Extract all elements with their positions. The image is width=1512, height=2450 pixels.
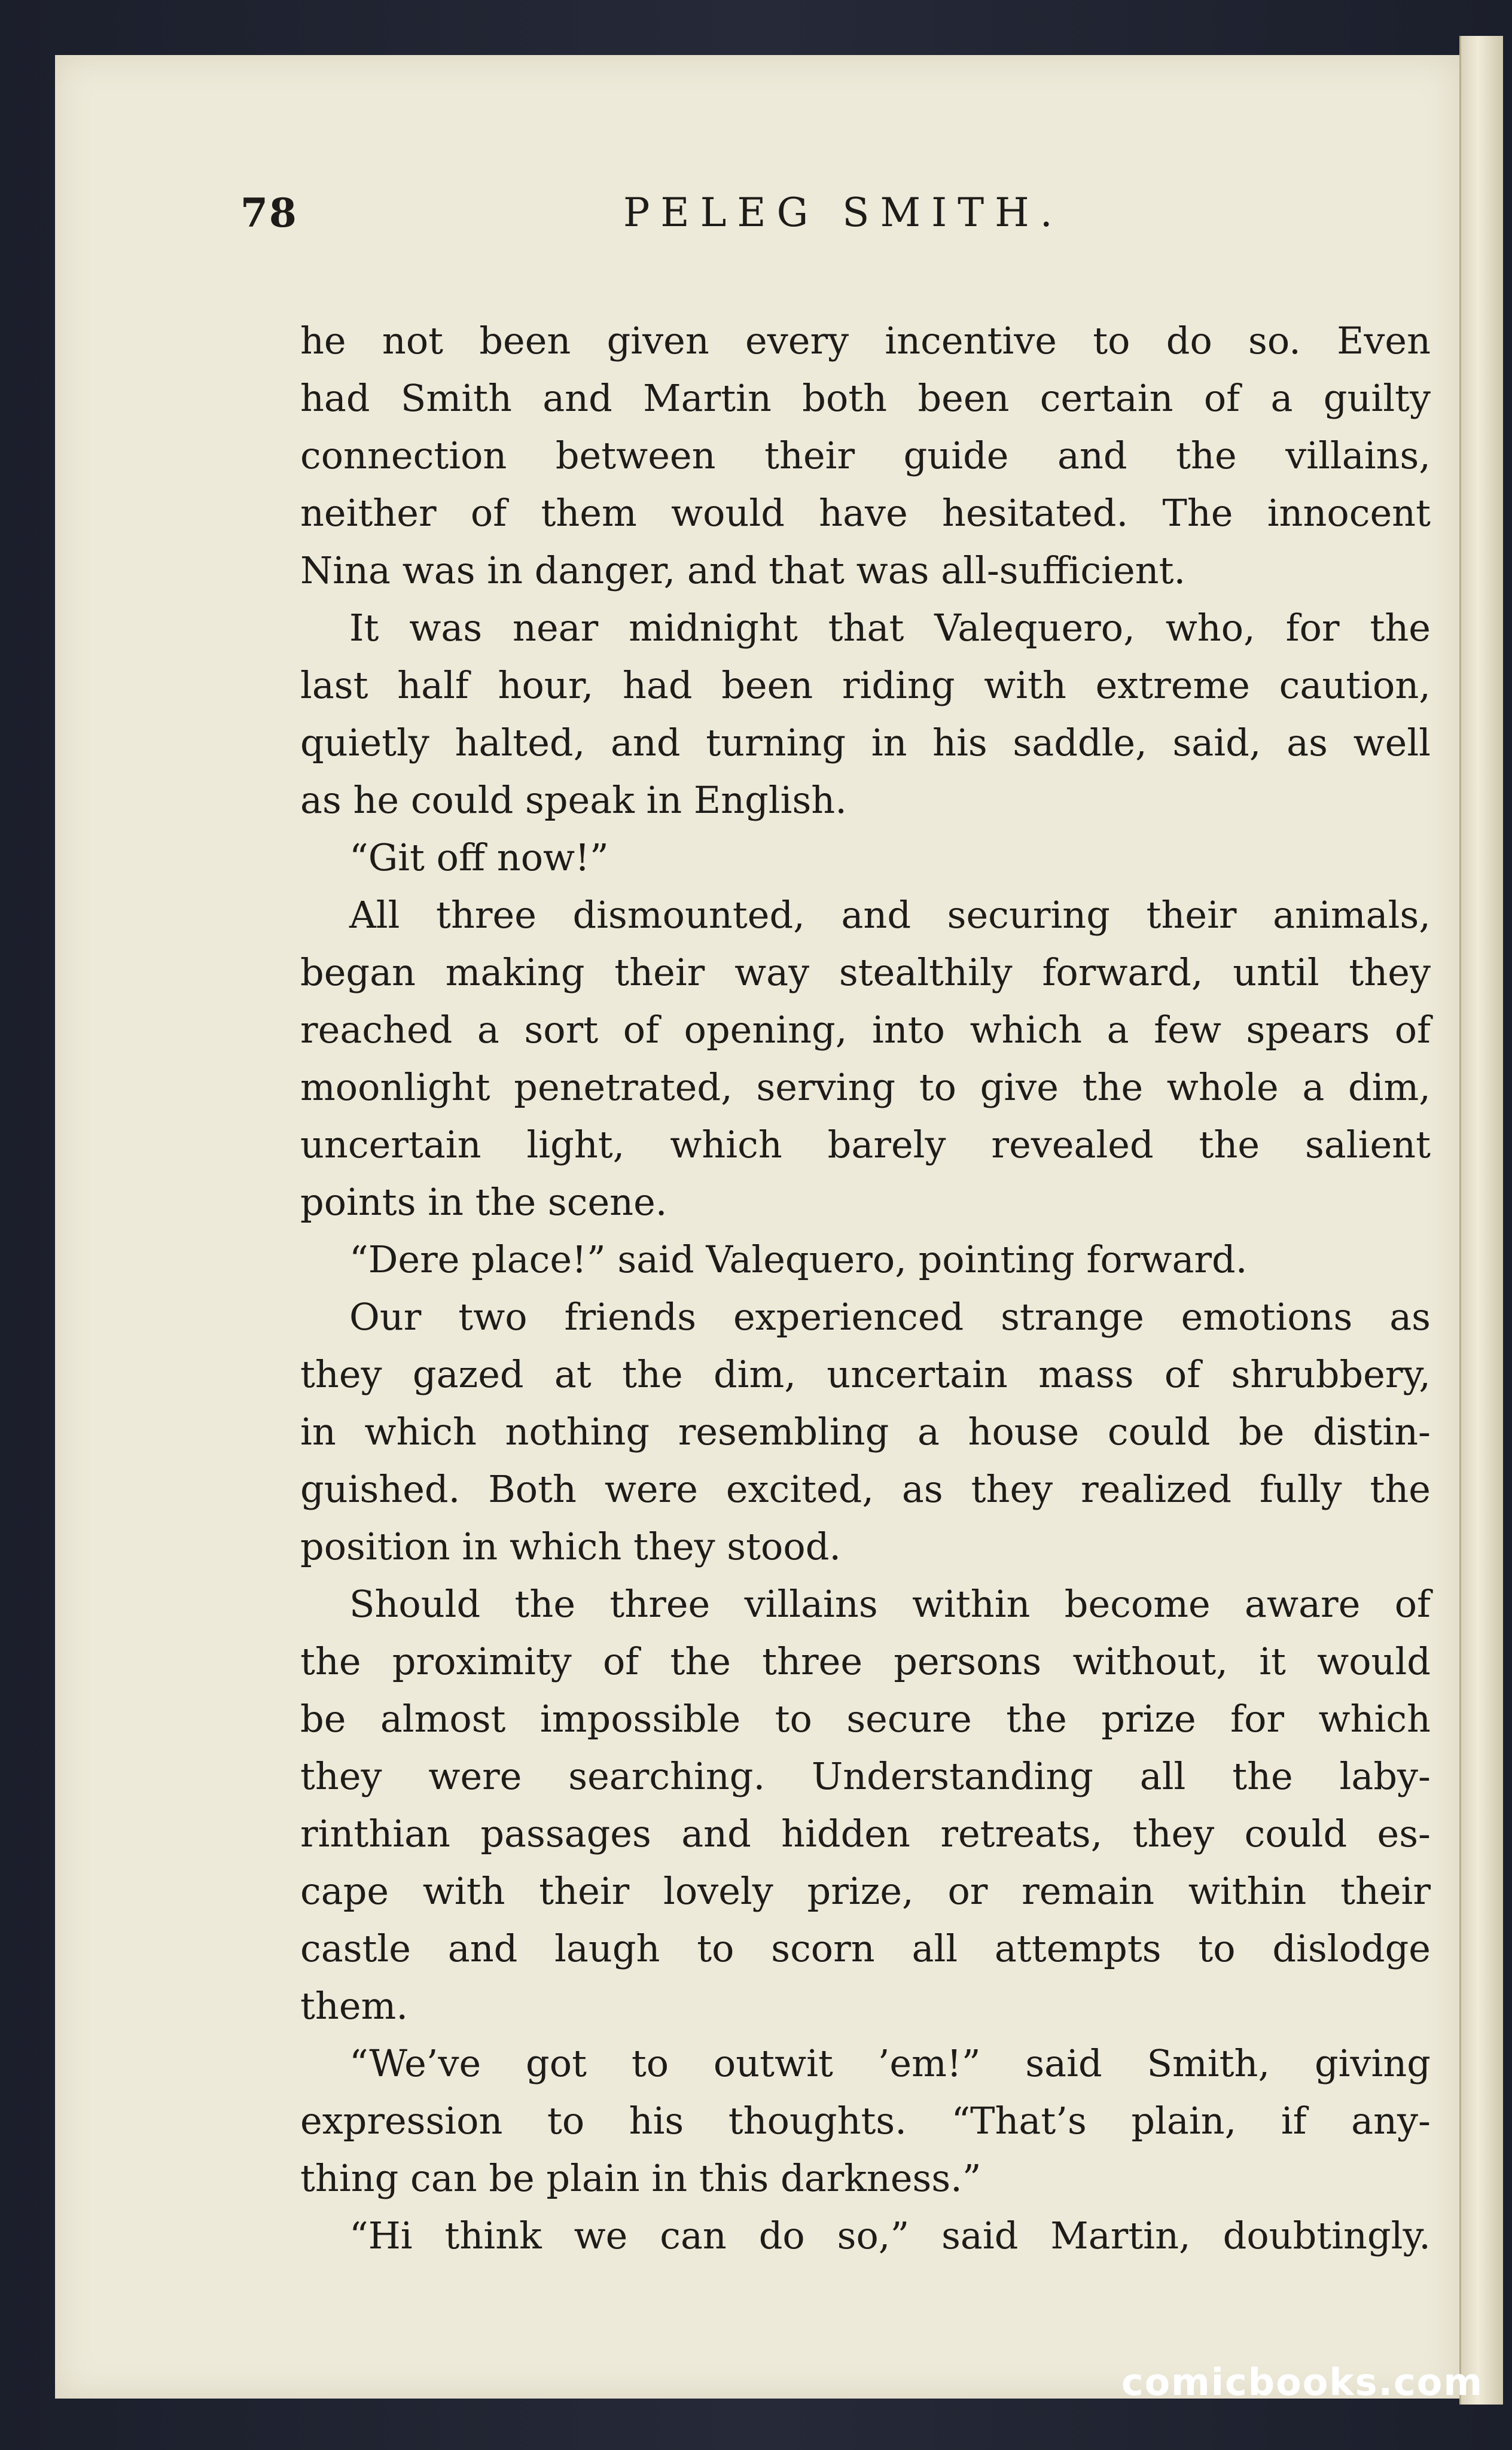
text-line: moonlight penetrated, serving to give the whole a dim, [300,1065,1431,1109]
text-line: Nina was in danger, and that was all-sufficient. [300,548,1186,592]
text-line: uncertain light, which barely revealed the salient [300,1123,1431,1166]
text-line: he not been given every incentive to do so. Even [300,319,1431,362]
text-line: be almost impossible to secure the prize for which [300,1697,1431,1741]
text-line: “Hi think we can do so,” said Martin, doubtingly. [349,2214,1431,2257]
text-line: them. [300,1984,409,2028]
page-number: 78 [240,190,298,236]
book-page [55,55,1459,2399]
text-line: last half hour, had been riding with extreme caution, [300,663,1431,707]
text-line: castle and laugh to scorn all attempts to dislodge [300,1927,1431,1970]
text-line: expression to his thoughts. “That’s plain, if any- [300,2099,1431,2143]
page-edge [1459,36,1503,2405]
watermark-text: comicbooks.com [1121,2360,1483,2404]
text-line: had Smith and Martin both been certain of a guilty [300,376,1431,420]
text-line: position in which they stood. [300,1525,842,1568]
text-line: thing can be plain in this darkness.” [300,2156,981,2200]
body-text [300,312,1431,2265]
text-line: rinthian passages and hidden retreats, they could es- [300,1812,1431,1855]
text-line: neither of them would have hesitated. The innocent [300,491,1431,535]
text-line: in which nothing resembling a house could be distin- [300,1410,1431,1453]
text-line: It was near midnight that Valequero, who, for the [349,606,1431,650]
text-line: the proximity of the three persons without, it would [300,1640,1431,1683]
text-line: guished. Both were excited, as they realized fully the [300,1467,1431,1511]
page-header [240,190,1437,261]
text-line: connection between their guide and the villains, [300,434,1431,477]
text-line: reached a sort of opening, into which a few spears of [300,1008,1431,1052]
text-line: they were searching. Understanding all the laby- [300,1754,1431,1798]
text-line: points in the scene. [300,1180,667,1224]
text-line: Our two friends experienced strange emotions as [349,1295,1431,1339]
text-line: cape with their lovely prize, or remain within their [300,1869,1431,1913]
text-line: All three dismounted, and securing their animals, [349,893,1431,937]
text-line: Should the three villains within become aware of [349,1582,1431,1626]
text-line: “Git off now!” [349,836,609,879]
text-line: they gazed at the dim, uncertain mass of shrubbery, [300,1352,1431,1396]
text-line: “We’ve got to outwit ’em!” said Smith, giving [349,2041,1431,2085]
running-title: PELEG SMITH. [623,190,1063,236]
text-line: as he could speak in English. [300,778,847,822]
text-line: began making their way stealthily forward, until they [300,950,1431,994]
text-line: quietly halted, and turning in his saddle, said, as well [300,721,1431,764]
text-line: “Dere place!” said Valequero, pointing forward. [349,1238,1248,1281]
